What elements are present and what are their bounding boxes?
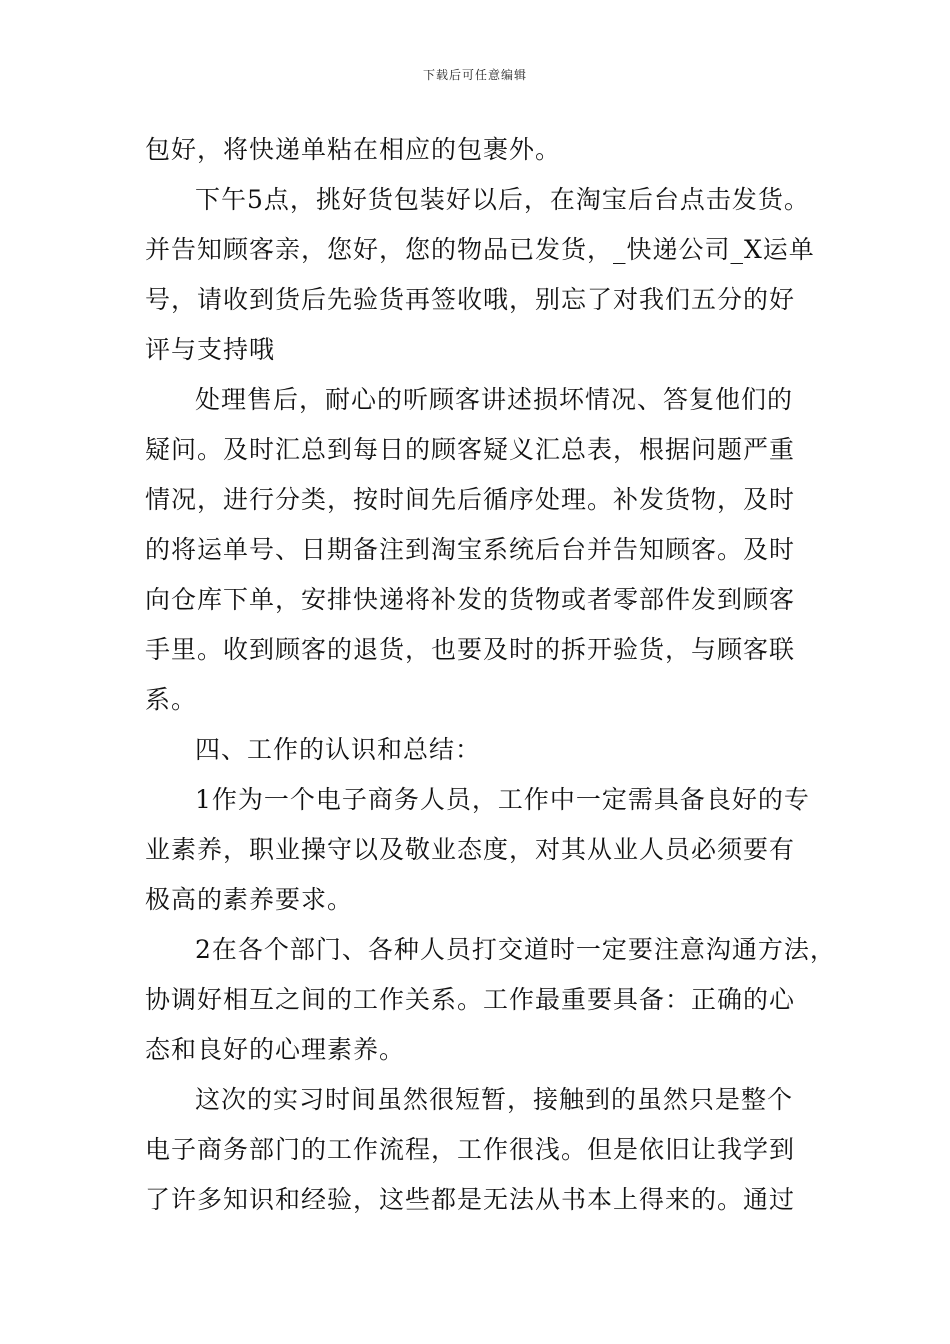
body-line: 评与支持哦 — [145, 335, 276, 364]
body-line: 下午5点，挑好货包装好以后，在淘宝后台点击发货。 — [195, 185, 810, 214]
body-line: 系。 — [145, 685, 198, 714]
body-line: 包好，将快递单粘在相应的包裹外。 — [145, 135, 562, 164]
body-line: 手里。收到顾客的退货，也要及时的拆开验货，与顾客联 — [145, 635, 796, 664]
body-line: 并告知顾客亲，您好，您的物品已发货，_快递公司_X运单 — [145, 235, 815, 264]
section-heading: 四、工作的认识和总结： — [195, 735, 482, 764]
body-line: 极高的素养要求。 — [145, 885, 354, 914]
body-line: 了许多知识和经验，这些都是无法从书本上得来的。通过 — [145, 1185, 796, 1214]
body-line: 号，请收到货后先验货再签收哦，别忘了对我们五分的好 — [145, 285, 796, 314]
body-line: 这次的实习时间虽然很短暂，接触到的虽然只是整个 — [195, 1085, 794, 1114]
body-line: 业素养，职业操守以及敬业态度，对其从业人员必须要有 — [145, 835, 796, 864]
body-line: 1作为一个电子商务人员，工作中一定需具备良好的专 — [195, 785, 810, 814]
body-line: 向仓库下单，安排快递将补发的货物或者零部件发到顾客 — [145, 585, 796, 614]
body-line: 协调好相互之间的工作关系。工作最重要具备：正确的心 — [145, 985, 796, 1014]
body-line: 疑问。及时汇总到每日的顾客疑义汇总表，根据问题严重 — [145, 435, 796, 464]
body-line: 电子商务部门的工作流程，工作很浅。但是依旧让我学到 — [145, 1135, 796, 1164]
body-line: 处理售后，耐心的听顾客讲述损坏情况、答复他们的 — [195, 385, 794, 414]
body-line: 态和良好的心理素养。 — [145, 1035, 406, 1064]
body-line: 情况，进行分类，按时间先后循序处理。补发货物，及时 — [145, 485, 796, 514]
body-line: 2在各个部门、各种人员打交道时一定要注意沟通方法， — [195, 935, 836, 964]
body-line: 的将运单号、日期备注到淘宝系统后台并告知顾客。及时 — [145, 535, 796, 564]
page-header: 下载后可任意编辑 — [422, 68, 527, 82]
